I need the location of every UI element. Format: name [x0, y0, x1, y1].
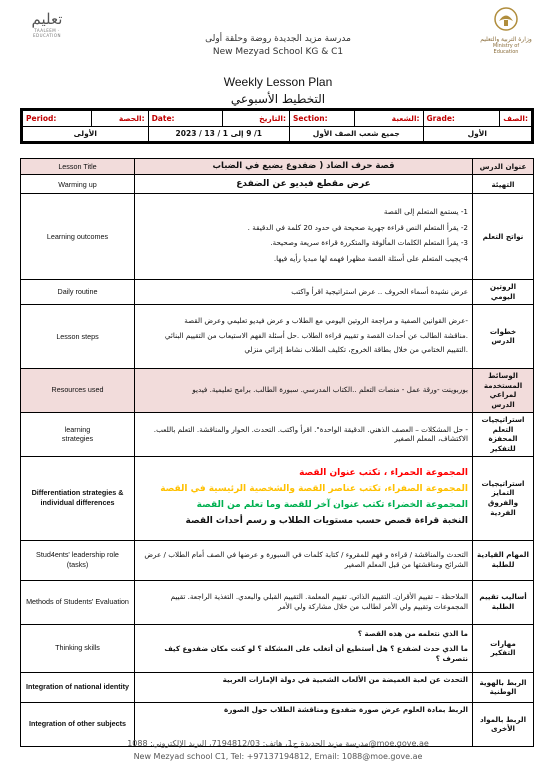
emblem-icon	[493, 6, 519, 32]
label-en: Thinking skills	[21, 624, 135, 672]
outcome-item: 2- يقرأ المتعلم النص قراءة جهرية صحيحة في حدود 20 كلمة في الدقيقة .	[247, 222, 468, 232]
grade-label-en: Grade:	[426, 113, 455, 123]
label-en: Stud4ents' leadership role (tasks)	[21, 540, 135, 580]
step-item: .مناقشة الطالب عن أحداث القصة و تقييم قراءة الطلاب .حل أسئلة الفهم الاستيعاب من التقييم البنائي	[164, 330, 468, 340]
group-yellow: المجموعة الصفراء، تكتب عناصر القصة والشخصية الرئيسية في القصة	[160, 484, 468, 495]
page-title-en: Weekly Lesson Plan	[223, 75, 333, 89]
lesson-title-value: قصة حرف الضاد ( ضفدوع يضيع في الضباب	[135, 159, 473, 175]
logo-left-latin: TAALEEM · EDUCATION	[32, 28, 62, 38]
label-ar: استراتيجيات التمايز والفروق الفردية	[473, 456, 534, 540]
strategies-value: - حل المشكلات – العصف الذهني. الدقيقة الواحدة". اقرأ واكتب. التحدث. الحوار والمناقشة. التعلم باللعب. الاكتشاف، المعلم الصغير	[135, 412, 473, 456]
label-ar: استراتيجيات التعلم المحفزة للتفكير	[473, 412, 534, 456]
step-item: -عرض القوانين الصفية و مراجعة الروتين اليومي مع الطلاب و عرض فيديو تعليمي وعرض القصة	[184, 315, 468, 325]
label-ar: الروتين اليومي	[473, 280, 534, 304]
label-ar: الوسائط المستخدمة لمراعي الدرس	[473, 368, 534, 412]
logo-left-text: تعليم	[31, 10, 63, 28]
other-subjects-value: الربط بمادة العلوم عرض صورة ضفدوع ومناقشة الطلاب حول الصورة	[135, 702, 473, 746]
date-label-ar: التاريخ:	[259, 113, 286, 123]
school-name-ar: مدرسة مزيد الجديدة روضة وحلقة أولى	[205, 34, 351, 44]
learning-outcomes-list	[135, 194, 473, 280]
page-header	[0, 0, 556, 70]
outcome-item: 4-يجيب المتعلم على أسئلة القصة مظهرا فهمه لها مبديا رأيه فيها.	[273, 254, 468, 264]
logo-right-en: Ministry of Education	[492, 43, 520, 55]
group-red: المجموعة الحمراء ، تكتب عنوان القصة	[299, 467, 468, 478]
section-value: جميع شعب الصف الأول	[289, 126, 423, 142]
row-leadership	[21, 540, 534, 580]
label-ar: خطوات الدرس	[473, 304, 534, 368]
logo-right-ar: وزارة التربية والتعليم	[480, 36, 532, 43]
row-resources	[21, 368, 534, 412]
period-value: الأولى	[23, 126, 149, 142]
evaluation-value: الملاحظة – تقييم الأقران. التقييم الذاتي. تقييم المعلمة. التقييم القبلي والبعدي. التغذية الراجعة. تقييم المجموعات وتقييم ولي الأمر لطالب من خلال مشاركة ولي الأمر	[135, 580, 473, 624]
differentiation-groups	[135, 456, 473, 540]
step-item: .التقييم الختامي من خلال بطاقة الخروج، تكليف الطلاب نشاط إثرائي منزلي	[244, 345, 468, 355]
footer-en: New Mezyad school C1, Tel: +97137194812, Email: 1088@moe.gove.ae	[133, 752, 423, 761]
taaleem-logo	[24, 10, 70, 40]
warming-up-value: عرض مقطع فيديو عن الضفدع	[135, 175, 473, 194]
label-en: Resources used	[21, 368, 135, 412]
label-en: Warming up	[21, 175, 135, 194]
row-warming-up	[21, 175, 534, 194]
label-en-line: learning	[64, 424, 91, 434]
outcome-item: 1- يستمع المتعلم إلى القصة	[383, 207, 468, 217]
label-ar: الربط بالهوية الوطنية	[473, 672, 534, 702]
resources-value: بوربوينت -ورقة عمل - منصات التعلم ..الكتاب المدرسي. سبورة الطالب. برامج تعليمية. فيديو	[135, 368, 473, 412]
row-evaluation	[21, 580, 534, 624]
label-en: Differentiation strategies & individual differences	[21, 456, 135, 540]
label-en: Methods of Students' Evaluation	[21, 580, 135, 624]
row-thinking-skills	[21, 624, 534, 672]
footer-ar: مدرسة مزيد الجديدة ح1، هاتف: 7194812/03، البريد الإلكتروني: 1088@moe.gove.ae	[127, 739, 429, 748]
group-elite: النخبة قراءة قصص حسب مستويات الطلاب و رسم أحداث القصة	[185, 516, 468, 527]
label-en: Lesson steps	[21, 304, 135, 368]
page-title-ar: التخطيط الأسبوعي	[230, 92, 326, 106]
daily-routine-value: عرض نشيدة أسماء الحروف .. عرض استراتيجية اقرأ واكتب	[135, 280, 473, 304]
grade-label-ar: الصف:	[503, 113, 528, 123]
label-en: Integration of other subjects	[21, 702, 135, 746]
period-label-en: Period:	[26, 113, 57, 123]
date-label-en: Date:	[151, 113, 175, 123]
row-learning-strategies	[21, 412, 534, 456]
label-en: Learning outcomes	[21, 194, 135, 280]
leadership-value: التحدث والمناقشة / قراءة و فهم للمقروء / كتابة كلمات في السبورة و عرضها في الصف أمام الطلاب / عرض الشرائح ومناقشتها من قبل المعلم الصغير	[135, 540, 473, 580]
period-label-ar: الحصة:	[118, 113, 145, 123]
group-green: المجموعة الخضراء تكتب عنوان آخر للقصة وما تعلم من القصة	[196, 500, 468, 511]
label-ar: التهيئة	[473, 175, 534, 194]
thinking-question: ما الذي حدث لضفدع ؟ هل أستطيع أن أتغلب على المشكلة ؟ لو كنت مكان ضفدوع كيف نتصرف ؟	[164, 644, 468, 664]
label-en-line: strategies	[61, 434, 94, 444]
label-en: Daily routine	[21, 280, 135, 304]
label-ar: المهام القيادية للطلبة	[473, 540, 534, 580]
identity-value: التحدث عن لعبة الغميضة من الألعاب الشعبية في دولة الإمارات العربية	[135, 672, 473, 702]
label-ar: نواتج التعلم	[473, 194, 534, 280]
school-name-en: New Mezyad School KG & C1	[212, 47, 344, 57]
label-ar: أساليب تقييم الطلبة	[473, 580, 534, 624]
label-ar: الربط بالمواد الأخرى	[473, 702, 534, 746]
label-en: Lesson Title	[21, 159, 135, 175]
section-label-ar: الشعبة:	[391, 113, 420, 123]
meta-table	[20, 108, 534, 144]
label-ar: مهارات التفكير	[473, 624, 534, 672]
label-ar: عنوان الدرس	[473, 159, 534, 175]
label-en	[21, 412, 135, 456]
lesson-steps-list	[135, 304, 473, 368]
row-daily-routine	[21, 280, 534, 304]
lesson-plan-table	[20, 158, 534, 747]
row-learning-outcomes	[21, 194, 534, 280]
row-national-identity	[21, 672, 534, 702]
ministry-logo	[480, 6, 532, 54]
outcome-item: 3- يقرأ المتعلم الكلمات المألوفة والمتكررة قراءة سريعة وصحيحة.	[270, 238, 468, 248]
section-label-en: Section:	[292, 113, 328, 123]
grade-value: الأول	[423, 126, 531, 142]
row-lesson-title	[21, 159, 534, 175]
thinking-questions	[135, 624, 473, 672]
label-en: Integration of national identity	[21, 672, 135, 702]
row-lesson-steps	[21, 304, 534, 368]
row-differentiation	[21, 456, 534, 540]
thinking-question: ما الذي نتعلمه من هذه القصة ؟	[357, 628, 468, 638]
date-value: 1/ 9 إلى 1 / 13 / 2023	[148, 126, 289, 142]
